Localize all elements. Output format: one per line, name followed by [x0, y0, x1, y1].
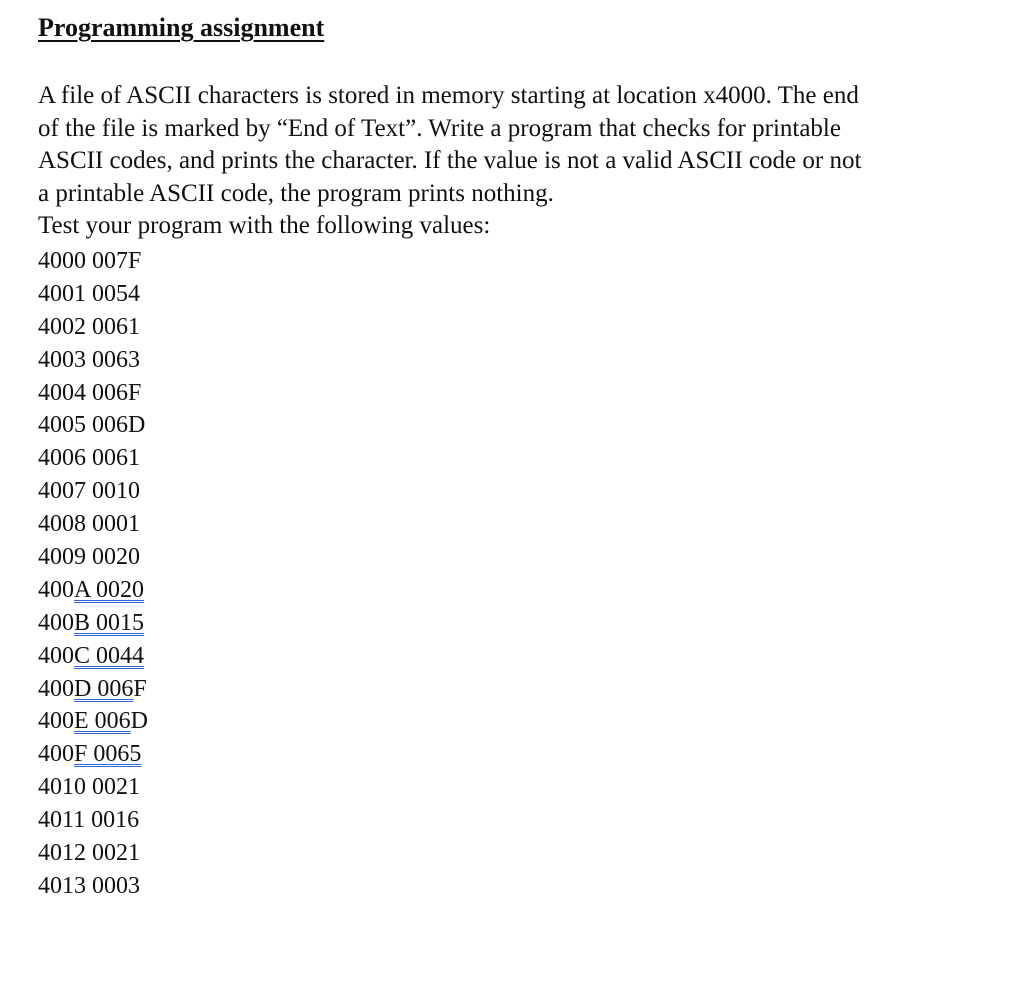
value-row: 4007 0010 [38, 478, 140, 505]
value-row-flagged: 400D 006F [38, 675, 147, 702]
spellcheck-underline[interactable]: A 0020 [74, 576, 145, 603]
paragraph-line: Test your program with the following values: [38, 212, 491, 239]
test-values-list [38, 245, 148, 903]
value-row: 4009 0020 [38, 544, 140, 571]
value-row: 4008 0001 [38, 511, 140, 538]
value-row: 4011 0016 [38, 807, 140, 834]
spellcheck-underline[interactable]: E 006 [74, 708, 131, 735]
value-row-flagged: 400E 006D [38, 708, 149, 735]
value-row: 4003 0063 [38, 346, 140, 373]
value-row: 4004 006F [38, 379, 142, 406]
value-row: 4012 0021 [38, 840, 140, 867]
spellcheck-underline[interactable]: D 006 [74, 675, 134, 702]
paragraph-line: a printable ASCII code, the program prints nothing. [38, 179, 554, 207]
value-row: 4001 0054 [38, 280, 140, 307]
value-row-flagged: 400C 0044 [38, 642, 145, 669]
value-row: 4013 0003 [38, 872, 140, 899]
spellcheck-underline[interactable]: C 0044 [74, 642, 145, 669]
assignment-description [38, 80, 978, 243]
value-row: 4006 0061 [38, 445, 140, 472]
paragraph-line: A file of ASCII characters is stored in memory starting at location x4000. The end [38, 82, 859, 109]
value-row: 4002 0061 [38, 313, 140, 340]
paragraph-line: of the file is marked by “End of Text”. Write a program that checks for printable [38, 114, 841, 142]
value-row-flagged: 400F 0065 [38, 741, 142, 768]
spellcheck-underline[interactable]: B 0015 [74, 609, 145, 636]
value-row-flagged: 400A 0020 [38, 576, 145, 603]
spellcheck-underline[interactable]: F 0065 [74, 741, 142, 768]
value-row: 4000 007F [38, 248, 142, 274]
value-row: 4005 006D [38, 412, 146, 439]
value-row: 4010 0021 [38, 774, 140, 801]
page-title: Programming assignment [38, 13, 325, 42]
value-row-flagged: 400B 0015 [38, 609, 145, 636]
paragraph-line: ASCII codes, and prints the character. If the value is not a valid ASCII code or not [38, 147, 862, 174]
